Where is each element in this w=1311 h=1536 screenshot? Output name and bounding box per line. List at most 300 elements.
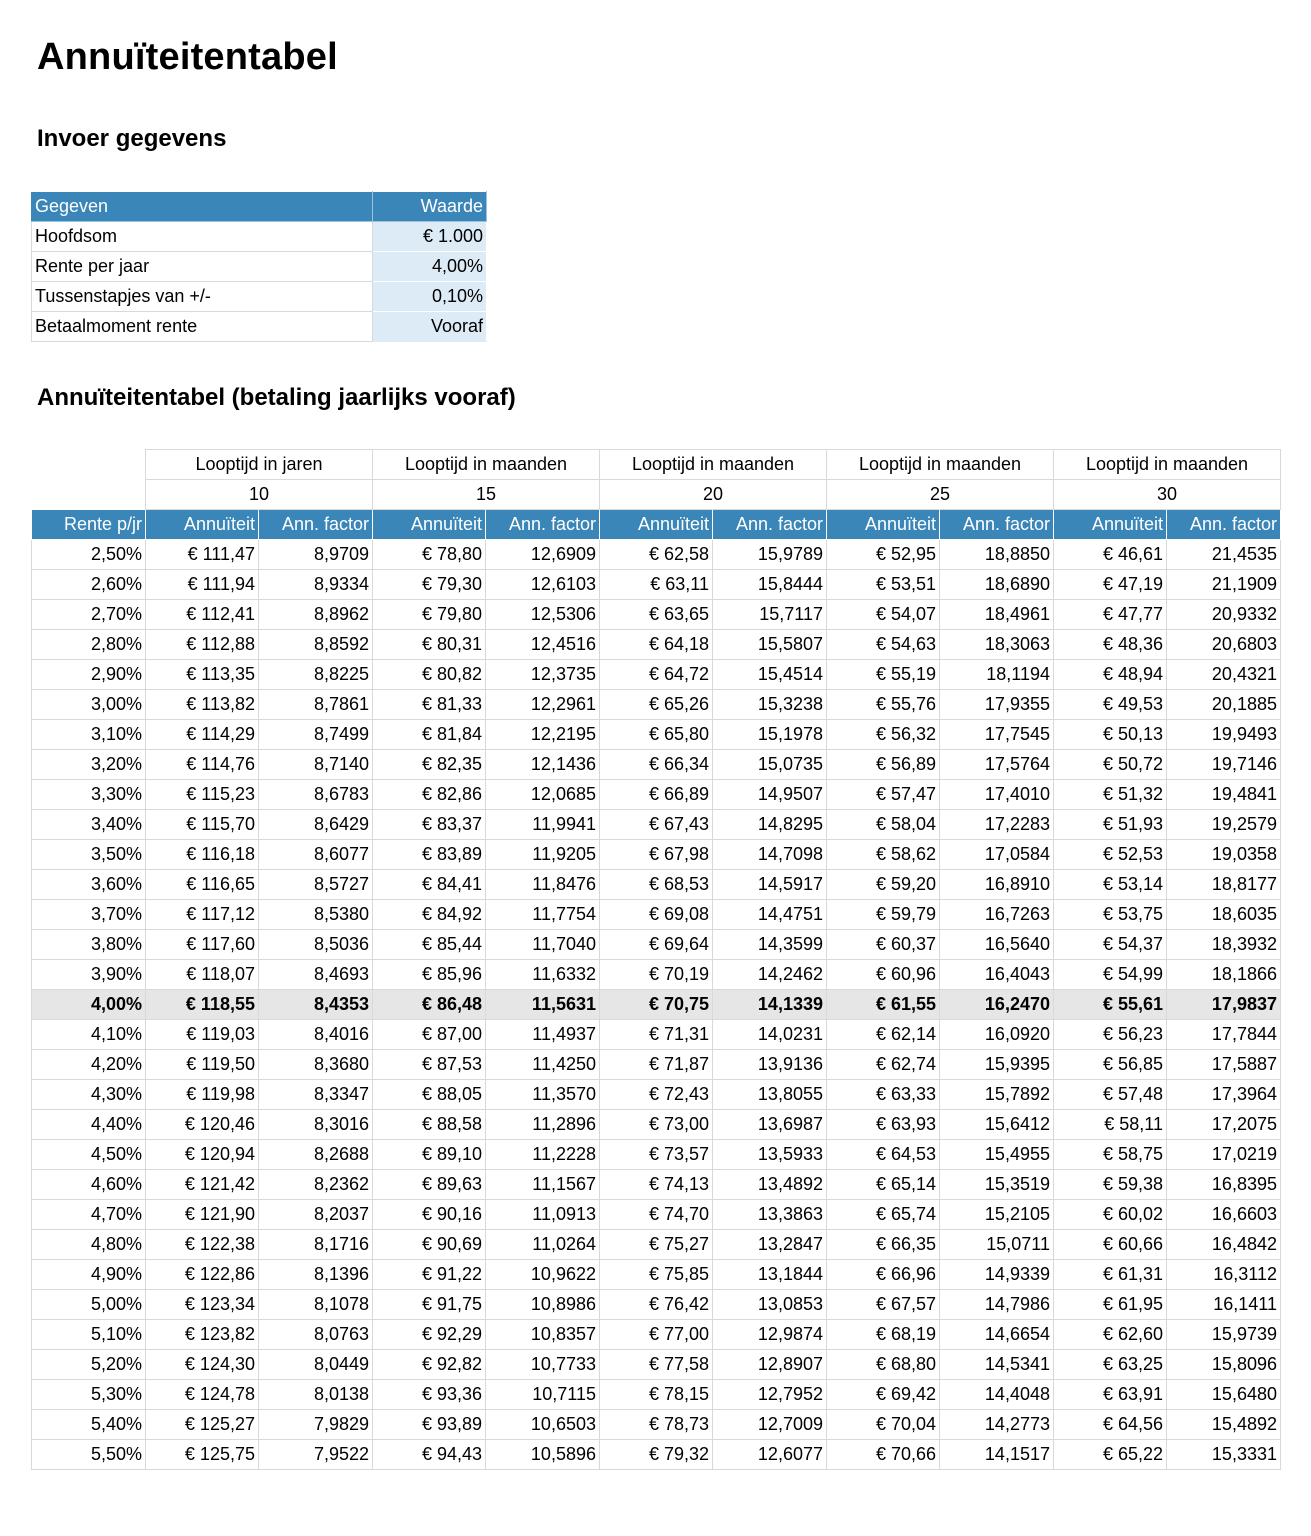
factor-cell: 15,4514 bbox=[713, 660, 827, 690]
annuity-cell: € 115,23 bbox=[146, 780, 259, 810]
factor-cell: 12,6077 bbox=[713, 1440, 827, 1470]
annuity-cell: € 65,14 bbox=[827, 1170, 940, 1200]
annuity-cell: € 64,56 bbox=[1054, 1410, 1167, 1440]
annuity-cell: € 47,19 bbox=[1054, 570, 1167, 600]
input-label: Betaalmoment rente bbox=[32, 312, 373, 342]
factor-cell: 15,9739 bbox=[1167, 1320, 1281, 1350]
annuity-cell: € 79,30 bbox=[373, 570, 486, 600]
factor-cell: 20,6803 bbox=[1167, 630, 1281, 660]
table-row bbox=[32, 690, 1281, 720]
rate-cell: 4,40% bbox=[32, 1110, 146, 1140]
factor-cell: 11,3570 bbox=[486, 1080, 600, 1110]
annuity-cell: € 76,42 bbox=[600, 1290, 713, 1320]
factor-cell: 8,0138 bbox=[259, 1380, 373, 1410]
duration-group-label: Looptijd in jaren bbox=[146, 450, 373, 480]
factor-cell: 11,8476 bbox=[486, 870, 600, 900]
rate-cell: 5,50% bbox=[32, 1440, 146, 1470]
factor-cell: 11,7754 bbox=[486, 900, 600, 930]
annuity-cell: € 92,82 bbox=[373, 1350, 486, 1380]
duration-value: 15 bbox=[373, 480, 600, 510]
annuity-cell: € 118,55 bbox=[146, 990, 259, 1020]
annuity-cell: € 93,89 bbox=[373, 1410, 486, 1440]
factor-cell: 12,2961 bbox=[486, 690, 600, 720]
column-header-gegeven: Gegeven bbox=[32, 192, 373, 222]
table-row bbox=[32, 840, 1281, 870]
factor-cell: 18,4961 bbox=[940, 600, 1054, 630]
table-row bbox=[32, 720, 1281, 750]
annuity-cell: € 77,58 bbox=[600, 1350, 713, 1380]
table-row bbox=[32, 1230, 1281, 1260]
annuity-cell: € 51,32 bbox=[1054, 780, 1167, 810]
factor-cell: 8,6077 bbox=[259, 840, 373, 870]
annuity-cell: € 91,75 bbox=[373, 1290, 486, 1320]
column-header-ann-factor: Ann. factor bbox=[1167, 510, 1281, 540]
input-value-hoofdsom[interactable]: € 1.000 bbox=[373, 222, 487, 252]
annuity-cell: € 55,61 bbox=[1054, 990, 1167, 1020]
input-section-heading: Invoer gegevens bbox=[37, 125, 227, 152]
factor-cell: 14,4048 bbox=[940, 1380, 1054, 1410]
annuity-cell: € 125,75 bbox=[146, 1440, 259, 1470]
annuity-cell: € 122,86 bbox=[146, 1260, 259, 1290]
factor-cell: 11,6332 bbox=[486, 960, 600, 990]
duration-group-label: Looptijd in maanden bbox=[827, 450, 1054, 480]
table-row bbox=[32, 1260, 1281, 1290]
factor-cell: 15,8444 bbox=[713, 570, 827, 600]
factor-cell: 15,0711 bbox=[940, 1230, 1054, 1260]
factor-cell: 13,0853 bbox=[713, 1290, 827, 1320]
annuity-cell: € 61,55 bbox=[827, 990, 940, 1020]
factor-cell: 12,7009 bbox=[713, 1410, 827, 1440]
table-row bbox=[32, 1140, 1281, 1170]
annuity-cell: € 75,85 bbox=[600, 1260, 713, 1290]
duration-value: 25 bbox=[827, 480, 1054, 510]
table-row bbox=[32, 660, 1281, 690]
annuity-cell: € 58,11 bbox=[1054, 1110, 1167, 1140]
annuity-cell: € 63,65 bbox=[600, 600, 713, 630]
annuity-cell: € 124,78 bbox=[146, 1380, 259, 1410]
annuity-cell: € 51,93 bbox=[1054, 810, 1167, 840]
annuity-cell: € 116,18 bbox=[146, 840, 259, 870]
factor-cell: 8,0449 bbox=[259, 1350, 373, 1380]
duration-group-label: Looptijd in maanden bbox=[1054, 450, 1281, 480]
factor-cell: 15,9395 bbox=[940, 1050, 1054, 1080]
input-value-betaalmoment[interactable]: Vooraf bbox=[373, 312, 487, 342]
factor-cell: 8,7140 bbox=[259, 750, 373, 780]
rate-cell: 4,60% bbox=[32, 1170, 146, 1200]
factor-cell: 18,3932 bbox=[1167, 930, 1281, 960]
annuity-cell: € 111,47 bbox=[146, 540, 259, 570]
rate-cell: 3,10% bbox=[32, 720, 146, 750]
annuity-cell: € 92,29 bbox=[373, 1320, 486, 1350]
annuity-cell: € 50,13 bbox=[1054, 720, 1167, 750]
annuity-cell: € 63,25 bbox=[1054, 1350, 1167, 1380]
input-label: Tussenstapjes van +/- bbox=[32, 282, 373, 312]
annuity-cell: € 68,80 bbox=[827, 1350, 940, 1380]
factor-cell: 14,7986 bbox=[940, 1290, 1054, 1320]
factor-cell: 8,9709 bbox=[259, 540, 373, 570]
annuity-cell: € 69,42 bbox=[827, 1380, 940, 1410]
annuity-cell: € 112,88 bbox=[146, 630, 259, 660]
column-header-waarde: Waarde bbox=[373, 192, 487, 222]
annuity-cell: € 62,60 bbox=[1054, 1320, 1167, 1350]
factor-cell: 12,1436 bbox=[486, 750, 600, 780]
rate-cell: 3,50% bbox=[32, 840, 146, 870]
factor-cell: 15,3519 bbox=[940, 1170, 1054, 1200]
rate-cell: 3,80% bbox=[32, 930, 146, 960]
factor-cell: 12,0685 bbox=[486, 780, 600, 810]
annuity-cell: € 70,19 bbox=[600, 960, 713, 990]
table-row bbox=[32, 810, 1281, 840]
annuity-cell: € 94,43 bbox=[373, 1440, 486, 1470]
factor-cell: 8,4016 bbox=[259, 1020, 373, 1050]
factor-cell: 8,1716 bbox=[259, 1230, 373, 1260]
factor-cell: 20,4321 bbox=[1167, 660, 1281, 690]
factor-cell: 14,1517 bbox=[940, 1440, 1054, 1470]
factor-cell: 15,3238 bbox=[713, 690, 827, 720]
table-row bbox=[32, 1200, 1281, 1230]
table-row bbox=[32, 540, 1281, 570]
annuity-cell: € 83,89 bbox=[373, 840, 486, 870]
annuity-cell: € 88,05 bbox=[373, 1080, 486, 1110]
rate-cell: 5,20% bbox=[32, 1350, 146, 1380]
annuity-cell: € 56,32 bbox=[827, 720, 940, 750]
factor-cell: 8,4693 bbox=[259, 960, 373, 990]
annuity-cell: € 91,22 bbox=[373, 1260, 486, 1290]
factor-cell: 15,0735 bbox=[713, 750, 827, 780]
annuity-cell: € 63,33 bbox=[827, 1080, 940, 1110]
table-row bbox=[32, 870, 1281, 900]
annuity-cell: € 82,86 bbox=[373, 780, 486, 810]
factor-cell: 11,9941 bbox=[486, 810, 600, 840]
factor-cell: 16,8910 bbox=[940, 870, 1054, 900]
rate-cell: 5,40% bbox=[32, 1410, 146, 1440]
rate-cell: 3,00% bbox=[32, 690, 146, 720]
annuity-cell: € 63,11 bbox=[600, 570, 713, 600]
annuity-cell: € 58,04 bbox=[827, 810, 940, 840]
factor-cell: 14,8295 bbox=[713, 810, 827, 840]
factor-cell: 8,8225 bbox=[259, 660, 373, 690]
input-row-rente bbox=[32, 252, 487, 282]
factor-cell: 16,8395 bbox=[1167, 1170, 1281, 1200]
factor-cell: 17,7545 bbox=[940, 720, 1054, 750]
annuity-cell: € 55,76 bbox=[827, 690, 940, 720]
annuity-cell: € 74,13 bbox=[600, 1170, 713, 1200]
input-value-tussenstapjes[interactable]: 0,10% bbox=[373, 282, 487, 312]
annuity-cell: € 74,70 bbox=[600, 1200, 713, 1230]
factor-cell: 21,1909 bbox=[1167, 570, 1281, 600]
factor-cell: 18,3063 bbox=[940, 630, 1054, 660]
annuity-cell: € 117,60 bbox=[146, 930, 259, 960]
table-row bbox=[32, 600, 1281, 630]
annuity-cell: € 61,95 bbox=[1054, 1290, 1167, 1320]
annuity-cell: € 64,53 bbox=[827, 1140, 940, 1170]
factor-cell: 8,3680 bbox=[259, 1050, 373, 1080]
annuity-cell: € 78,15 bbox=[600, 1380, 713, 1410]
factor-cell: 21,4535 bbox=[1167, 540, 1281, 570]
factor-cell: 16,4842 bbox=[1167, 1230, 1281, 1260]
factor-cell: 10,7733 bbox=[486, 1350, 600, 1380]
table-row bbox=[32, 780, 1281, 810]
annuity-cell: € 87,53 bbox=[373, 1050, 486, 1080]
annuity-cell: € 53,14 bbox=[1054, 870, 1167, 900]
factor-cell: 18,1194 bbox=[940, 660, 1054, 690]
factor-cell: 13,3863 bbox=[713, 1200, 827, 1230]
rate-cell: 2,70% bbox=[32, 600, 146, 630]
factor-cell: 13,1844 bbox=[713, 1260, 827, 1290]
table-row bbox=[32, 930, 1281, 960]
annuity-cell: € 64,18 bbox=[600, 630, 713, 660]
annuity-cell: € 70,04 bbox=[827, 1410, 940, 1440]
rate-cell: 4,80% bbox=[32, 1230, 146, 1260]
factor-cell: 8,9334 bbox=[259, 570, 373, 600]
factor-cell: 17,2283 bbox=[940, 810, 1054, 840]
annuity-cell: € 71,87 bbox=[600, 1050, 713, 1080]
table-row bbox=[32, 1380, 1281, 1410]
factor-cell: 10,9622 bbox=[486, 1260, 600, 1290]
factor-cell: 8,7499 bbox=[259, 720, 373, 750]
factor-cell: 8,8962 bbox=[259, 600, 373, 630]
factor-cell: 14,3599 bbox=[713, 930, 827, 960]
annuity-cell: € 123,34 bbox=[146, 1290, 259, 1320]
factor-cell: 11,4250 bbox=[486, 1050, 600, 1080]
column-header-annuiteit: Annuïteit bbox=[827, 510, 940, 540]
duration-group-label: Looptijd in maanden bbox=[373, 450, 600, 480]
column-header-annuiteit: Annuïteit bbox=[1054, 510, 1167, 540]
factor-cell: 17,0584 bbox=[940, 840, 1054, 870]
factor-cell: 12,5306 bbox=[486, 600, 600, 630]
factor-cell: 10,8357 bbox=[486, 1320, 600, 1350]
corner-cell bbox=[32, 450, 146, 480]
duration-value: 30 bbox=[1054, 480, 1281, 510]
factor-cell: 8,2037 bbox=[259, 1200, 373, 1230]
factor-cell: 10,7115 bbox=[486, 1380, 600, 1410]
table-row bbox=[32, 630, 1281, 660]
annuity-cell: € 113,35 bbox=[146, 660, 259, 690]
factor-cell: 8,8592 bbox=[259, 630, 373, 660]
factor-cell: 11,0913 bbox=[486, 1200, 600, 1230]
annuity-cell: € 90,16 bbox=[373, 1200, 486, 1230]
table-row bbox=[32, 1110, 1281, 1140]
factor-cell: 15,2105 bbox=[940, 1200, 1054, 1230]
rate-cell: 4,10% bbox=[32, 1020, 146, 1050]
factor-cell: 15,6480 bbox=[1167, 1380, 1281, 1410]
annuity-cell: € 66,34 bbox=[600, 750, 713, 780]
table-row bbox=[32, 750, 1281, 780]
factor-cell: 13,2847 bbox=[713, 1230, 827, 1260]
rate-cell: 3,70% bbox=[32, 900, 146, 930]
factor-cell: 18,8850 bbox=[940, 540, 1054, 570]
factor-cell: 14,9339 bbox=[940, 1260, 1054, 1290]
annuity-cell: € 120,94 bbox=[146, 1140, 259, 1170]
annuity-cell: € 58,75 bbox=[1054, 1140, 1167, 1170]
factor-cell: 10,8986 bbox=[486, 1290, 600, 1320]
rate-cell: 4,20% bbox=[32, 1050, 146, 1080]
annuity-cell: € 73,00 bbox=[600, 1110, 713, 1140]
annuity-cell: € 86,48 bbox=[373, 990, 486, 1020]
annuity-cell: € 88,58 bbox=[373, 1110, 486, 1140]
annuity-cell: € 125,27 bbox=[146, 1410, 259, 1440]
annuity-cell: € 56,89 bbox=[827, 750, 940, 780]
factor-cell: 16,3112 bbox=[1167, 1260, 1281, 1290]
annuity-cell: € 114,29 bbox=[146, 720, 259, 750]
factor-cell: 13,5933 bbox=[713, 1140, 827, 1170]
factor-cell: 15,7117 bbox=[713, 600, 827, 630]
annuity-cell: € 60,37 bbox=[827, 930, 940, 960]
factor-cell: 14,4751 bbox=[713, 900, 827, 930]
annuity-cell: € 70,66 bbox=[827, 1440, 940, 1470]
rate-cell: 4,70% bbox=[32, 1200, 146, 1230]
annuity-cell: € 119,98 bbox=[146, 1080, 259, 1110]
factor-cell: 17,7844 bbox=[1167, 1020, 1281, 1050]
factor-cell: 10,6503 bbox=[486, 1410, 600, 1440]
annuity-cell: € 121,42 bbox=[146, 1170, 259, 1200]
annuity-cell: € 60,66 bbox=[1054, 1230, 1167, 1260]
annuity-cell: € 112,41 bbox=[146, 600, 259, 630]
duration-value: 20 bbox=[600, 480, 827, 510]
annuity-cell: € 66,35 bbox=[827, 1230, 940, 1260]
annuity-cell: € 49,53 bbox=[1054, 690, 1167, 720]
annuity-cell: € 85,96 bbox=[373, 960, 486, 990]
column-header-ann-factor: Ann. factor bbox=[259, 510, 373, 540]
factor-cell: 17,5887 bbox=[1167, 1050, 1281, 1080]
factor-cell: 12,6103 bbox=[486, 570, 600, 600]
annuity-cell: € 65,26 bbox=[600, 690, 713, 720]
table-row-highlighted bbox=[32, 990, 1281, 1020]
annuity-cell: € 81,33 bbox=[373, 690, 486, 720]
annuity-cell: € 54,63 bbox=[827, 630, 940, 660]
table-row bbox=[32, 1020, 1281, 1050]
annuity-cell: € 59,38 bbox=[1054, 1170, 1167, 1200]
factor-cell: 8,0763 bbox=[259, 1320, 373, 1350]
input-value-rente[interactable]: 4,00% bbox=[373, 252, 487, 282]
annuity-cell: € 62,14 bbox=[827, 1020, 940, 1050]
input-row-hoofdsom bbox=[32, 222, 487, 252]
annuity-cell: € 50,72 bbox=[1054, 750, 1167, 780]
table-row bbox=[32, 1170, 1281, 1200]
factor-cell: 8,4353 bbox=[259, 990, 373, 1020]
annuity-cell: € 89,10 bbox=[373, 1140, 486, 1170]
factor-cell: 18,1866 bbox=[1167, 960, 1281, 990]
factor-cell: 11,2896 bbox=[486, 1110, 600, 1140]
factor-cell: 17,4010 bbox=[940, 780, 1054, 810]
annuity-cell: € 80,82 bbox=[373, 660, 486, 690]
factor-cell: 10,5896 bbox=[486, 1440, 600, 1470]
page-title: Annuïteitentabel bbox=[37, 36, 338, 78]
table-row bbox=[32, 1050, 1281, 1080]
corner-cell bbox=[32, 480, 146, 510]
factor-cell: 14,9507 bbox=[713, 780, 827, 810]
annuity-cell: € 120,46 bbox=[146, 1110, 259, 1140]
rate-cell: 4,30% bbox=[32, 1080, 146, 1110]
annuity-cell: € 47,77 bbox=[1054, 600, 1167, 630]
factor-cell: 8,5036 bbox=[259, 930, 373, 960]
factor-cell: 12,7952 bbox=[713, 1380, 827, 1410]
column-header-annuiteit: Annuïteit bbox=[373, 510, 486, 540]
annuity-cell: € 80,31 bbox=[373, 630, 486, 660]
annuity-cell: € 81,84 bbox=[373, 720, 486, 750]
annuity-cell: € 124,30 bbox=[146, 1350, 259, 1380]
factor-cell: 16,6603 bbox=[1167, 1200, 1281, 1230]
factor-cell: 19,2579 bbox=[1167, 810, 1281, 840]
annuity-cell: € 56,23 bbox=[1054, 1020, 1167, 1050]
factor-cell: 16,0920 bbox=[940, 1020, 1054, 1050]
duration-value-row bbox=[32, 480, 1281, 510]
annuity-cell: € 113,82 bbox=[146, 690, 259, 720]
annuity-cell: € 57,47 bbox=[827, 780, 940, 810]
factor-cell: 17,3964 bbox=[1167, 1080, 1281, 1110]
column-header-ann-factor: Ann. factor bbox=[713, 510, 827, 540]
duration-value: 10 bbox=[146, 480, 373, 510]
rate-cell: 2,50% bbox=[32, 540, 146, 570]
annuity-cell: € 82,35 bbox=[373, 750, 486, 780]
annuity-cell: € 65,74 bbox=[827, 1200, 940, 1230]
annuity-cell: € 118,07 bbox=[146, 960, 259, 990]
annuity-cell: € 53,51 bbox=[827, 570, 940, 600]
factor-cell: 11,9205 bbox=[486, 840, 600, 870]
input-row-tussenstapjes bbox=[32, 282, 487, 312]
factor-cell: 8,7861 bbox=[259, 690, 373, 720]
annuity-cell: € 67,57 bbox=[827, 1290, 940, 1320]
annuity-cell: € 58,62 bbox=[827, 840, 940, 870]
factor-cell: 12,3735 bbox=[486, 660, 600, 690]
input-table-header bbox=[32, 192, 487, 222]
table-row bbox=[32, 1440, 1281, 1470]
factor-cell: 17,9355 bbox=[940, 690, 1054, 720]
factor-cell: 12,2195 bbox=[486, 720, 600, 750]
annuity-cell: € 52,95 bbox=[827, 540, 940, 570]
factor-cell: 8,6783 bbox=[259, 780, 373, 810]
annuity-cell: € 71,31 bbox=[600, 1020, 713, 1050]
factor-cell: 19,7146 bbox=[1167, 750, 1281, 780]
factor-cell: 12,9874 bbox=[713, 1320, 827, 1350]
table-row bbox=[32, 570, 1281, 600]
annuity-cell: € 65,80 bbox=[600, 720, 713, 750]
annuity-cell: € 63,91 bbox=[1054, 1380, 1167, 1410]
factor-cell: 19,4841 bbox=[1167, 780, 1281, 810]
factor-cell: 8,3347 bbox=[259, 1080, 373, 1110]
annuity-cell: € 68,19 bbox=[827, 1320, 940, 1350]
duration-group-row bbox=[32, 450, 1281, 480]
factor-cell: 17,0219 bbox=[1167, 1140, 1281, 1170]
factor-cell: 11,1567 bbox=[486, 1170, 600, 1200]
factor-cell: 14,5341 bbox=[940, 1350, 1054, 1380]
table-row bbox=[32, 1350, 1281, 1380]
factor-cell: 14,0231 bbox=[713, 1020, 827, 1050]
factor-cell: 20,1885 bbox=[1167, 690, 1281, 720]
annuity-cell: € 54,07 bbox=[827, 600, 940, 630]
annuity-cell: € 68,53 bbox=[600, 870, 713, 900]
factor-cell: 15,8096 bbox=[1167, 1350, 1281, 1380]
annuity-cell: € 122,38 bbox=[146, 1230, 259, 1260]
factor-cell: 15,4955 bbox=[940, 1140, 1054, 1170]
factor-cell: 19,0358 bbox=[1167, 840, 1281, 870]
annuity-cell: € 55,19 bbox=[827, 660, 940, 690]
factor-cell: 19,9493 bbox=[1167, 720, 1281, 750]
factor-cell: 18,6890 bbox=[940, 570, 1054, 600]
annuity-cell: € 119,03 bbox=[146, 1020, 259, 1050]
input-label: Rente per jaar bbox=[32, 252, 373, 282]
annuity-cell: € 60,96 bbox=[827, 960, 940, 990]
annuity-cell: € 69,08 bbox=[600, 900, 713, 930]
annuity-cell: € 90,69 bbox=[373, 1230, 486, 1260]
factor-cell: 15,9789 bbox=[713, 540, 827, 570]
table-row bbox=[32, 900, 1281, 930]
column-header-row bbox=[32, 510, 1281, 540]
annuity-cell: € 59,20 bbox=[827, 870, 940, 900]
annuity-cell: € 65,22 bbox=[1054, 1440, 1167, 1470]
annuity-cell: € 79,32 bbox=[600, 1440, 713, 1470]
annuity-cell: € 46,61 bbox=[1054, 540, 1167, 570]
